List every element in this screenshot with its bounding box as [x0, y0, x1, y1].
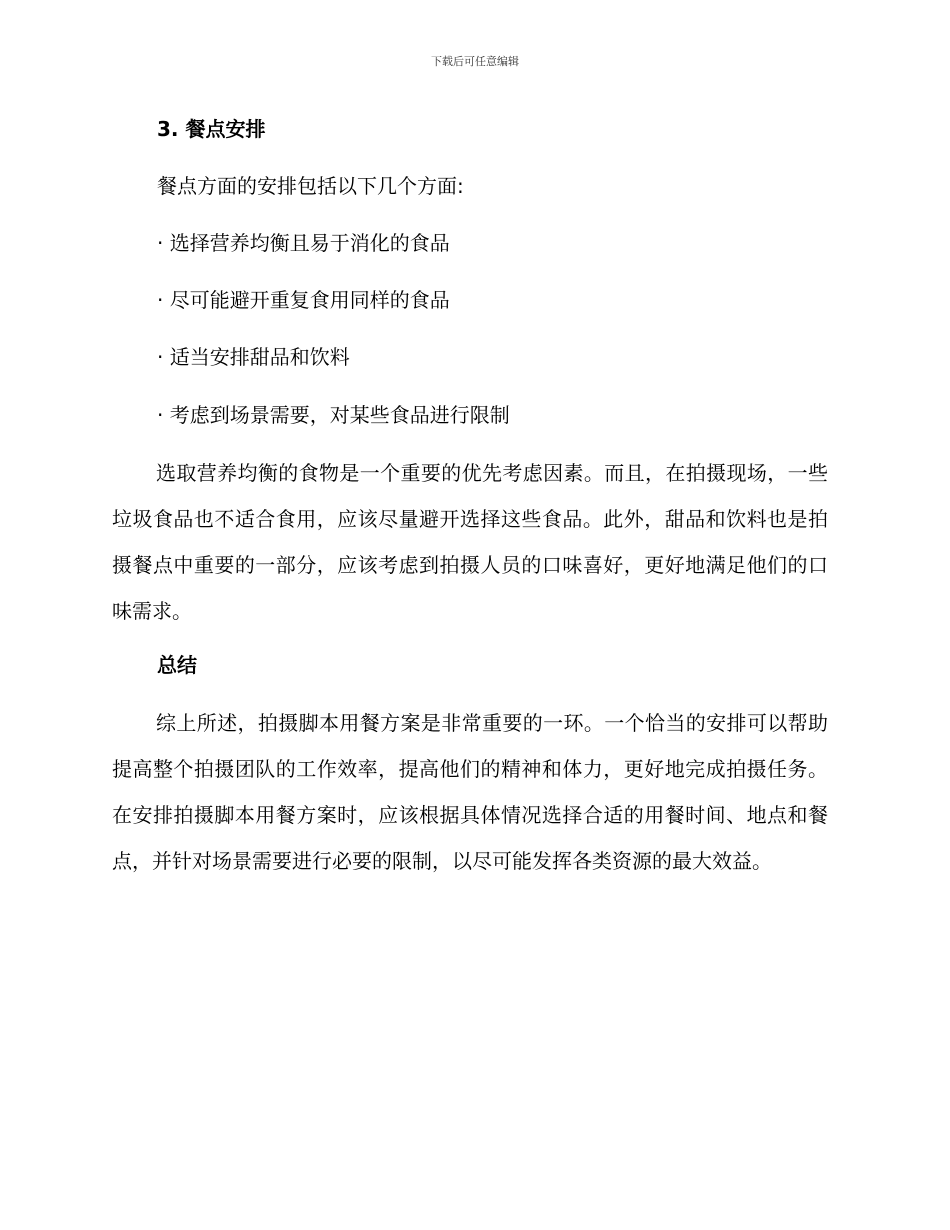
page-header: 下载后可任意编辑 [431, 55, 519, 68]
summary-heading: 总结 [157, 653, 197, 677]
bullet-item: · 尽可能避开重复食用同样的食品 [157, 288, 450, 312]
section-paragraph: 选取营养均衡的食物是一个重要的优先考虑因素。而且，在拍摄现场，一些垃圾食品也不适合食用，应该尽量避开选择这些食品。此外，甜品和饮料也是拍摄餐点中重要的一部分，应该考虑到拍摄人员的口味喜好，更好地满足他们的口味需求。 [112, 461, 828, 623]
bullet-item: · 考虑到场景需要，对某些食品进行限制 [157, 403, 510, 427]
bullet-item: · 选择营养均衡且易于消化的食品 [157, 231, 450, 255]
section-heading-meal-arrangement: 3. 餐点安排 [157, 117, 266, 141]
summary-paragraph: 综上所述，拍摄脚本用餐方案是非常重要的一环。一个恰当的安排可以帮助提高整个拍摄团队的工作效率，提高他们的精神和体力，更好地完成拍摄任务。在安排拍摄脚本用餐方案时，应该根据具体情况选择合适的用餐时间、地点和餐点，并针对场景需要进行必要的限制，以尽可能发挥各类资源的最大效益。 [112, 711, 828, 873]
bullet-item: · 适当安排甜品和饮料 [157, 345, 350, 369]
section-intro: 餐点方面的安排包括以下几个方面: [157, 174, 464, 198]
